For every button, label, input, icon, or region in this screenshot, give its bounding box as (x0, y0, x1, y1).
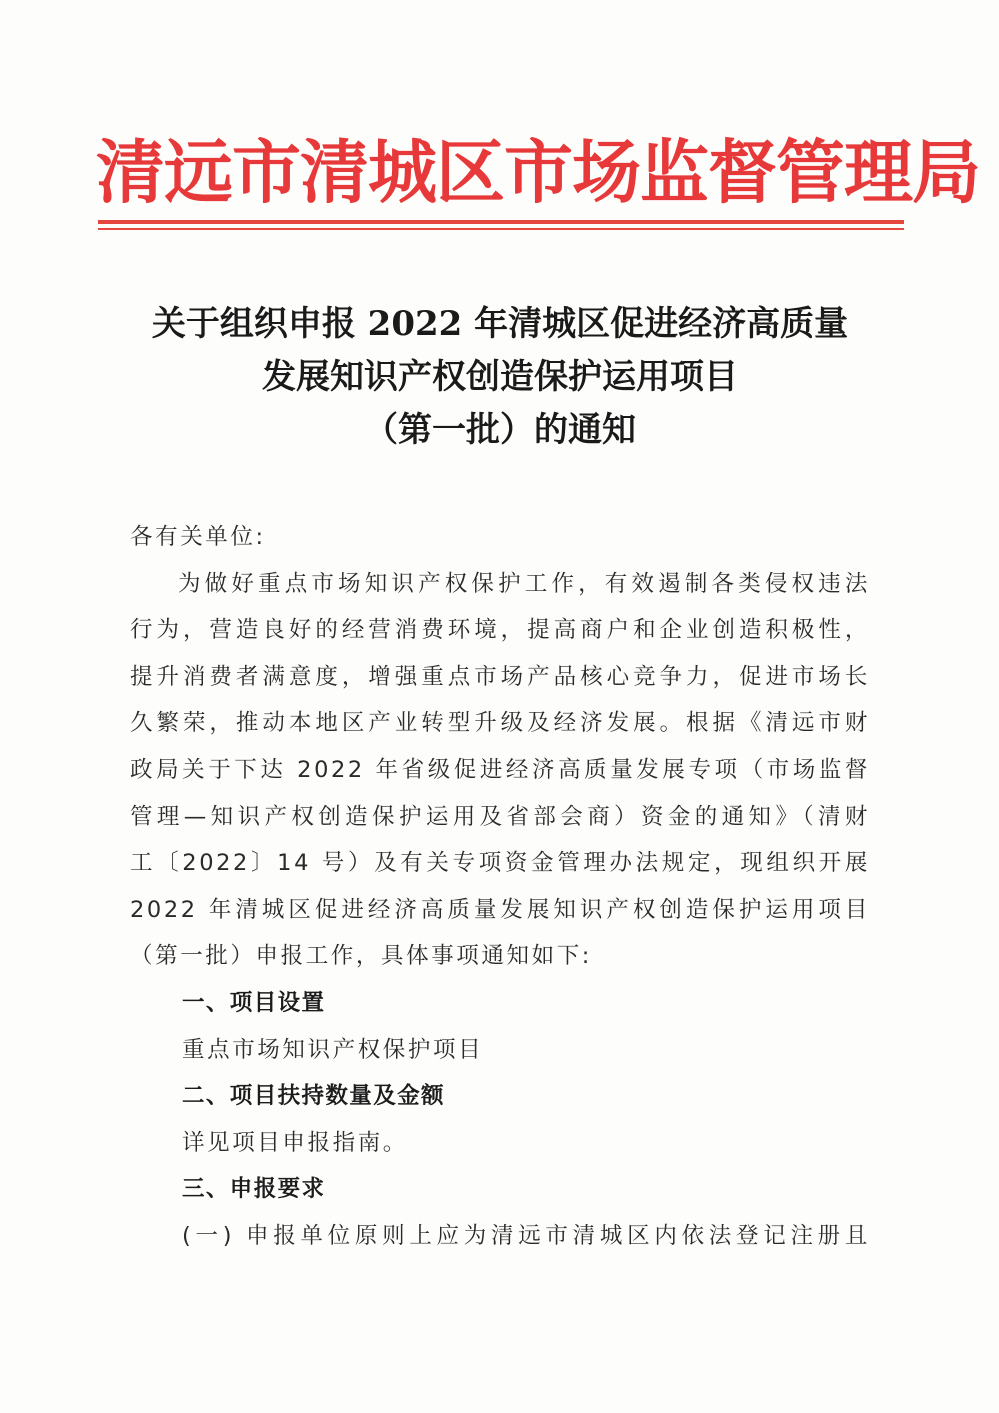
agency-letterhead: 清远市清城区市场监督管理局 (96, 132, 980, 213)
title-line: 发展知识产权创造保护运用项目 (262, 357, 738, 397)
paragraph-line: 行为，营造良好的经营消费环境，提高商户和企业创造积极性， (130, 617, 870, 644)
requirement-item: (一) 申报单位原则上应为清远市清城区内依法登记注册且 (182, 1222, 870, 1249)
section-content-funding: 详见项目申报指南。 (182, 1129, 408, 1156)
paragraph-line: 工〔2022〕14 号）及有关专项资金管理办法规定，现组织开展 (130, 850, 870, 877)
salutation: 各有关单位: (130, 524, 266, 550)
title-line: 关于组织申报 2022 年清城区促进经济高质量 (151, 304, 849, 344)
paragraph-line: 政局关于下达 2022 年省级促进经济高质量发展专项（市场监督 (130, 756, 870, 783)
paragraph-line: （第一批）申报工作，具体事项通知如下: (130, 943, 592, 970)
letterhead-red-rule (98, 220, 904, 224)
section-heading-project-setup: 一、项目设置 (182, 989, 326, 1016)
section-content-project-setup: 重点市场知识产权保护项目 (182, 1036, 484, 1063)
letterhead-red-rule-thin (98, 228, 904, 230)
section-heading-funding: 二、项目扶持数量及金额 (182, 1083, 445, 1110)
section-heading-requirements: 三、申报要求 (182, 1176, 326, 1203)
paragraph-line: 管理—知识产权创造保护运用及省部会商）资金的通知》（清财 (130, 803, 870, 830)
paragraph-line: 提升消费者满意度，增强重点市场产品核心竞争力，促进市场长 (130, 663, 870, 690)
document-body (130, 514, 870, 1260)
paragraph-line: 为做好重点市场知识产权保护工作，有效遏制各类侵权违法 (178, 570, 870, 597)
document-title (100, 298, 900, 457)
paragraph-line: 2022 年清城区促进经济高质量发展知识产权创造保护运用项目 (130, 896, 870, 923)
paragraph-line: 久繁荣，推动本地区产业转型升级及经济发展。根据《清远市财 (130, 710, 870, 737)
title-line: （第一批）的通知 (364, 410, 636, 450)
